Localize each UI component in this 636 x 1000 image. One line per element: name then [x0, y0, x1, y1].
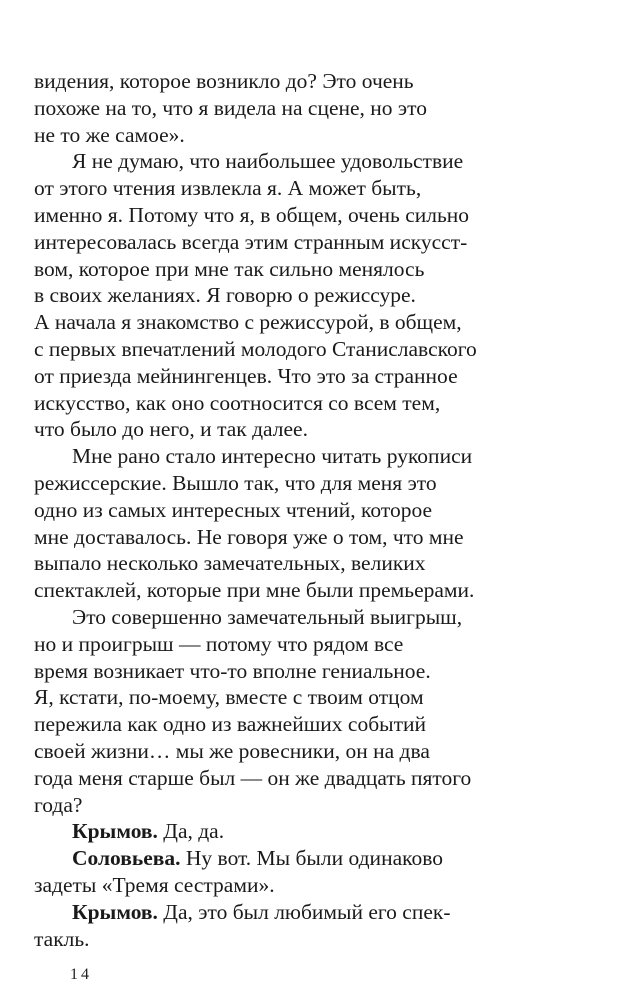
text-line: с первых впечатлений молодого Станиславского — [34, 336, 477, 361]
text-line: пережила как одно из важнейших событий — [34, 712, 426, 737]
text-line: Я, кстати, по-моему, вместе с твоим отцом — [34, 685, 424, 710]
page-body — [34, 68, 614, 952]
text-line: вом, которое при мне так сильно менялось — [34, 256, 425, 281]
dialogue-continuation-line: такль. — [34, 926, 90, 951]
page-number: 14 — [70, 966, 92, 983]
text-line: года меня старше был — он же двадцать пятого — [34, 765, 472, 790]
paragraph-start-line: Это совершенно замечательный выигрыш, — [72, 604, 463, 629]
text-line: спектаклей, которые при мне были премьерами. — [34, 578, 475, 603]
text-line: не то же самое». — [34, 122, 185, 147]
text-line: одно из самых интересных чтений, которое — [34, 497, 433, 522]
dialogue-text: Да, да. — [157, 819, 225, 844]
paragraph-start-line: Мне рано стало интересно читать рукописи — [72, 444, 473, 469]
text-line: выпало несколько замечательных, великих — [34, 551, 426, 576]
speaker-name: Крымов. — [72, 819, 158, 844]
dialogue-line — [34, 818, 614, 845]
text-line: года? — [34, 792, 83, 817]
paragraph-start-line: Я не думаю, что наибольшее удовольствие — [72, 149, 464, 174]
dialogue-line — [34, 845, 614, 872]
text-line: от приезда мейнингенцев. Что это за странное — [34, 363, 458, 388]
dialogue-line — [34, 899, 614, 926]
text-line: от этого чтения извлекла я. А может быть, — [34, 176, 422, 201]
dialogue-continuation-line: задеты «Тремя сестрами». — [34, 872, 275, 897]
dialogue-text: Да, это был любимый его спек- — [157, 899, 451, 924]
text-line: А начала я знакомство с режиссурой, в общем, — [34, 310, 462, 335]
speaker-name: Соловьева. — [72, 846, 181, 871]
text-line: интересовалась всегда этим странным искусст- — [34, 229, 468, 254]
text-line: что было до него, и так далее. — [34, 417, 308, 442]
text-line: видения, которое возникло до? Это очень — [34, 69, 414, 93]
text-line: именно я. Потому что я, в общем, очень сильно — [34, 202, 470, 227]
text-line: похоже на то, что я видела на сцене, но это — [34, 95, 428, 120]
text-line: своей жизни… мы же ровесники, он на два — [34, 738, 430, 763]
text-line: в своих желаниях. Я говорю о режиссуре. — [34, 283, 416, 308]
speaker-name: Крымов. — [72, 899, 158, 924]
text-line: режиссерские. Вышло так, что для меня это — [34, 470, 437, 495]
text-line: мне доставалось. Не говоря уже о том, что мне — [34, 524, 464, 549]
dialogue-text: Ну вот. Мы были одинаково — [180, 846, 443, 871]
text-line: искусство, как оно соотносится со всем тем, — [34, 390, 441, 415]
text-line: но и проигрыш — потому что рядом все — [34, 631, 404, 656]
text-line: время возникает что-то вполне гениальное. — [34, 658, 431, 683]
